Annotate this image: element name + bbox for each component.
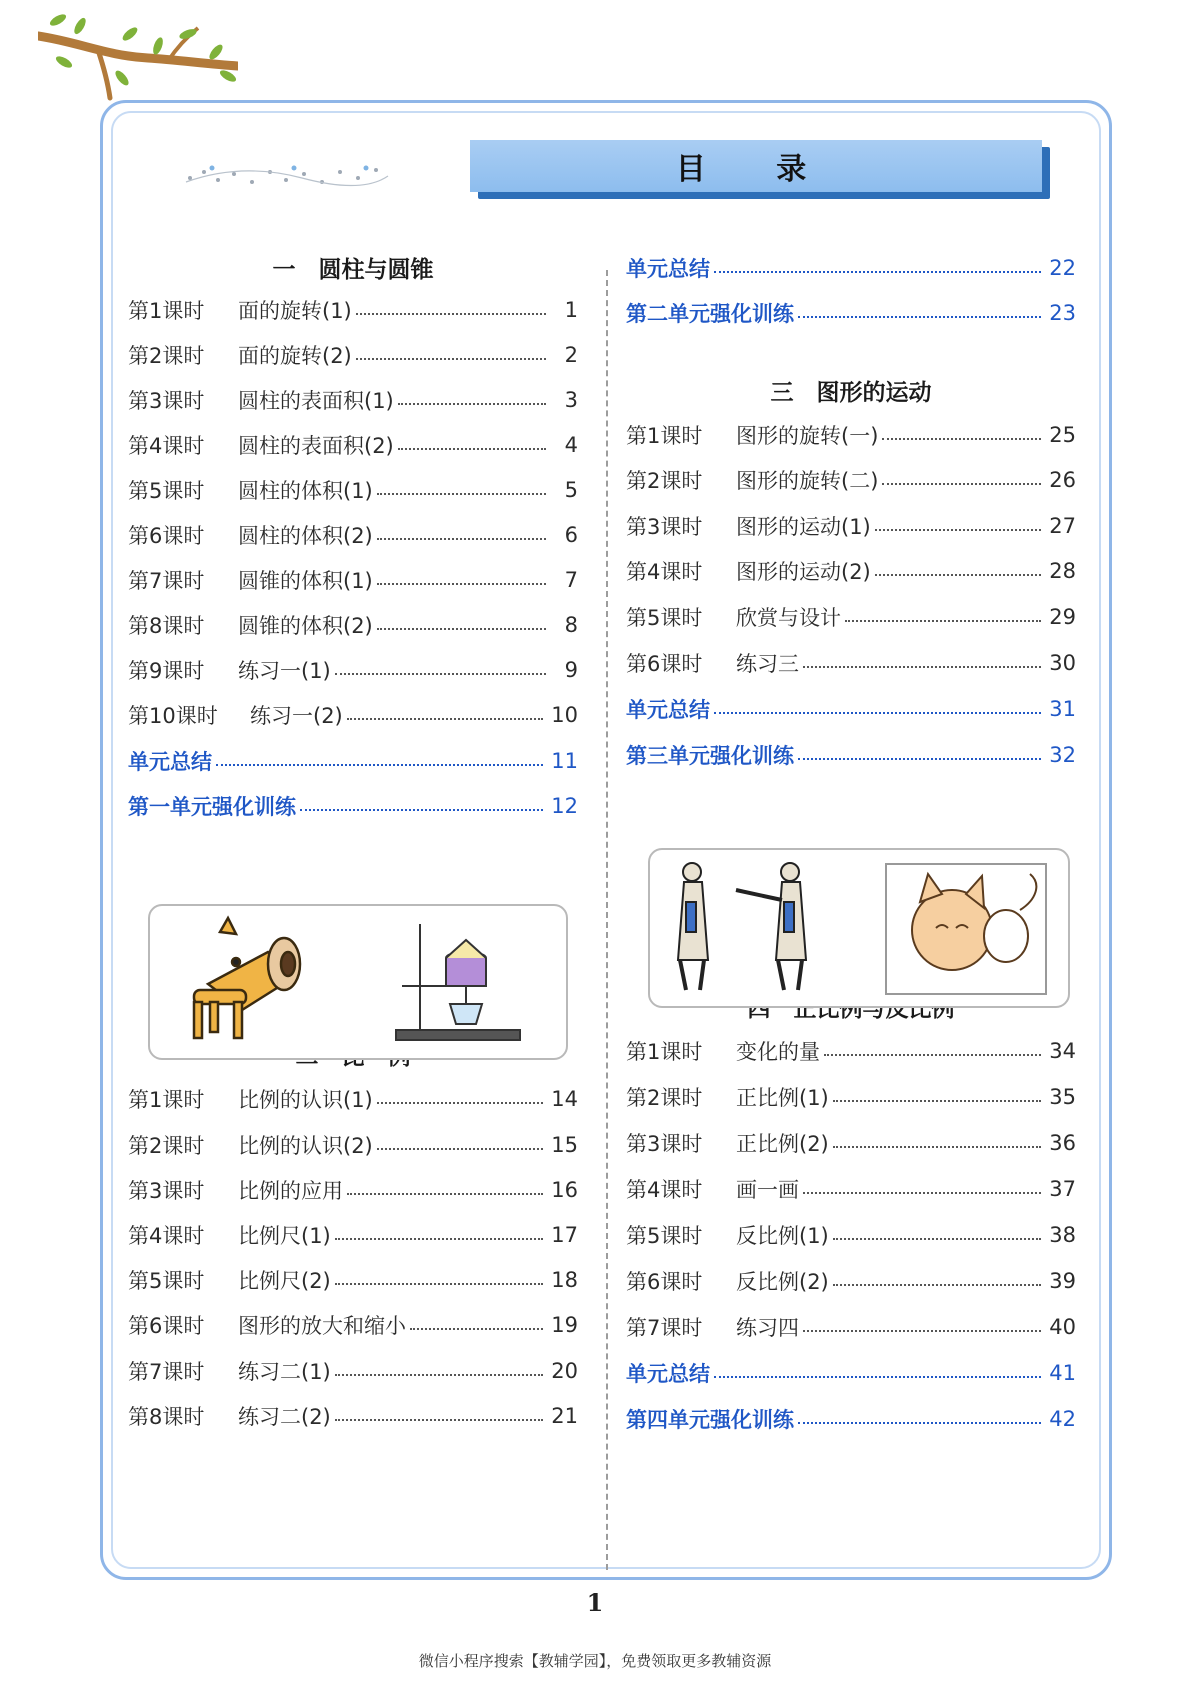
page-ref: 39	[1049, 1269, 1076, 1293]
page-ref: 16	[551, 1178, 578, 1202]
topic-label: 练习二(2)	[238, 1405, 331, 1429]
toc-entry[interactable]	[626, 1174, 1076, 1204]
topic-label: 图形的旋转(一)	[736, 424, 879, 448]
page-ref: 2	[564, 343, 578, 367]
topic-label: 单元总结	[626, 257, 710, 281]
page-ref: 35	[1049, 1085, 1076, 1109]
topic-label: 比例尺(2)	[238, 1269, 331, 1293]
toc-entry[interactable]	[626, 1266, 1076, 1296]
page-ref: 10	[551, 703, 578, 727]
toc-entry-training[interactable]	[128, 791, 578, 821]
lesson-label: 第6课时	[128, 524, 205, 548]
toc-entry[interactable]	[626, 1312, 1076, 1342]
lesson-label: 第3课时	[626, 515, 703, 539]
toc-entry[interactable]	[626, 602, 1076, 632]
topic-label: 反比例(1)	[736, 1224, 829, 1248]
toc-entry[interactable]	[128, 1310, 578, 1340]
page-ref: 32	[1049, 743, 1076, 767]
topic-label: 第三单元强化训练	[626, 744, 794, 768]
column-divider	[606, 270, 608, 1570]
lesson-label: 第6课时	[128, 1314, 205, 1338]
dot-leader	[356, 313, 546, 315]
toc-entry[interactable]	[626, 556, 1076, 586]
toc-entry[interactable]	[128, 1130, 578, 1160]
toc-entry[interactable]	[128, 610, 578, 640]
topic-label: 欣赏与设计	[736, 606, 841, 630]
toc-entry[interactable]	[626, 511, 1076, 541]
toc-entry[interactable]	[128, 385, 578, 415]
page-ref: 25	[1049, 423, 1076, 447]
lesson-label: 第3课时	[128, 1179, 205, 1203]
dot-leader	[300, 809, 543, 811]
lesson-label: 第1课时	[626, 424, 703, 448]
topic-label: 练习四	[736, 1316, 799, 1340]
lesson-label: 第4课时	[626, 1178, 703, 1202]
footer-note: 微信小程序搜索【教辅学园】，免费领取更多教辅资源	[418, 1652, 772, 1670]
dot-leader	[833, 1284, 1042, 1286]
page-ref: 34	[1049, 1039, 1076, 1063]
dot-leader	[216, 764, 543, 766]
shadow-puppet-and-cat-image	[650, 850, 1072, 1010]
topic-label: 第二单元强化训练	[626, 302, 794, 326]
dot-leader	[335, 1283, 544, 1285]
page-ref: 4	[564, 433, 578, 457]
page-ref: 42	[1049, 1407, 1076, 1431]
dot-leader	[335, 1238, 544, 1240]
lesson-label: 第5课时	[128, 479, 205, 503]
dot-leader	[377, 583, 546, 585]
topic-label: 画一画	[736, 1178, 799, 1202]
page-ref: 18	[551, 1268, 578, 1292]
lesson-label: 第1课时	[626, 1040, 703, 1064]
page-ref: 36	[1049, 1131, 1076, 1155]
illustration-shadow-puppets	[648, 848, 1070, 1008]
topic-label: 单元总结	[626, 1362, 710, 1386]
toc-entry[interactable]	[626, 465, 1076, 495]
lesson-label: 第7课时	[128, 569, 205, 593]
topic-label: 圆柱的表面积(2)	[238, 434, 394, 458]
topic-label: 第四单元强化训练	[626, 1408, 794, 1432]
toc-entry[interactable]	[128, 565, 578, 595]
topic-label: 圆柱的体积(1)	[238, 479, 373, 503]
dot-leader	[798, 316, 1041, 318]
lesson-label: 第2课时	[128, 1134, 205, 1158]
dot-leader	[377, 1102, 544, 1104]
page-ref: 30	[1049, 651, 1076, 675]
unit-heading: 三 图形的运动	[770, 380, 932, 406]
dot-leader	[882, 438, 1041, 440]
toc-entry-summary[interactable]	[626, 253, 1076, 283]
dot-leader	[875, 574, 1042, 576]
toc-entry[interactable]	[128, 475, 578, 505]
lesson-label: 第3课时	[128, 389, 205, 413]
toc-entry[interactable]	[128, 1265, 578, 1295]
page-ref: 41	[1049, 1361, 1076, 1385]
toc-entry[interactable]	[128, 1220, 578, 1250]
dot-leader	[833, 1238, 1042, 1240]
unit-heading: 一 圆柱与圆锥	[272, 257, 434, 283]
topic-label: 单元总结	[626, 698, 710, 722]
topic-label: 图形的放大和缩小	[238, 1314, 406, 1338]
lesson-label: 第1课时	[128, 1088, 205, 1112]
toc-entry[interactable]	[626, 420, 1076, 450]
topic-label: 图形的运动(2)	[736, 560, 871, 584]
page-ref: 23	[1049, 301, 1076, 325]
topic-label: 变化的量	[736, 1040, 820, 1064]
toc-entry-summary[interactable]	[626, 694, 1076, 724]
lesson-label: 第5课时	[128, 1269, 205, 1293]
topic-label: 圆柱的体积(2)	[238, 524, 373, 548]
dot-leader	[714, 271, 1041, 273]
dot-leader	[377, 493, 546, 495]
toc-entry[interactable]	[128, 1401, 578, 1431]
illustration-cylinder-cone	[148, 904, 568, 1060]
lesson-label: 第8课时	[128, 1405, 205, 1429]
dot-leader	[410, 1328, 543, 1330]
page-ref: 26	[1049, 468, 1076, 492]
lesson-label: 第10课时	[128, 704, 218, 728]
topic-label: 练习二(1)	[238, 1360, 331, 1384]
page-ref: 19	[551, 1313, 578, 1337]
dot-leader	[803, 1192, 1041, 1194]
toc-entry[interactable]	[128, 520, 578, 550]
toc-entry[interactable]	[626, 1128, 1076, 1158]
dot-leader	[798, 758, 1041, 760]
lesson-label: 第5课时	[626, 1224, 703, 1248]
dot-leader	[377, 538, 546, 540]
topic-label: 圆锥的体积(1)	[238, 569, 373, 593]
page-ref: 6	[564, 523, 578, 547]
lesson-label: 第7课时	[626, 1316, 703, 1340]
dot-leader	[845, 620, 1041, 622]
topic-label: 比例的认识(1)	[238, 1088, 373, 1112]
page-number: 1	[586, 1588, 604, 1617]
page-ref: 9	[564, 658, 578, 682]
lesson-label: 第4课时	[128, 434, 205, 458]
lesson-label: 第3课时	[626, 1132, 703, 1156]
toc-entry[interactable]	[128, 1084, 578, 1114]
toc-entry-training[interactable]	[626, 1404, 1076, 1434]
toc-entry-summary[interactable]	[626, 1358, 1076, 1388]
topic-label: 单元总结	[128, 750, 212, 774]
page-ref: 31	[1049, 697, 1076, 721]
dot-leader	[833, 1100, 1042, 1102]
topic-label: 正比例(1)	[736, 1086, 829, 1110]
topic-label: 圆柱的表面积(1)	[238, 389, 394, 413]
lesson-label: 第7课时	[128, 1360, 205, 1384]
dot-leader	[803, 1330, 1041, 1332]
dot-leader	[833, 1146, 1042, 1148]
lesson-label: 第2课时	[626, 469, 703, 493]
toc-entry[interactable]	[128, 1175, 578, 1205]
toc-entry[interactable]	[128, 1356, 578, 1386]
topic-label: 练习一(2)	[250, 704, 343, 728]
topic-label: 图形的运动(1)	[736, 515, 871, 539]
dot-leader	[335, 673, 546, 675]
page-ref: 11	[551, 749, 578, 773]
page-ref: 1	[564, 298, 578, 322]
toc-entry[interactable]	[626, 1036, 1076, 1066]
dot-leader	[882, 483, 1041, 485]
topic-label: 面的旋转(1)	[238, 299, 352, 323]
dot-leader	[714, 1376, 1041, 1378]
branch-illustration	[38, 6, 238, 102]
page-ref: 3	[564, 388, 578, 412]
toc-entry[interactable]	[128, 655, 578, 685]
dot-leader	[377, 628, 546, 630]
toc-entry-training[interactable]	[626, 298, 1076, 328]
topic-label: 比例的应用	[238, 1179, 343, 1203]
page-ref: 38	[1049, 1223, 1076, 1247]
lesson-label: 第4课时	[128, 1224, 205, 1248]
toc-entry-summary[interactable]	[128, 746, 578, 776]
toc-entry[interactable]	[626, 1220, 1076, 1250]
page-ref: 21	[551, 1404, 578, 1428]
dot-leader	[335, 1419, 544, 1421]
topic-label: 反比例(2)	[736, 1270, 829, 1294]
topic-label: 练习一(1)	[238, 659, 331, 683]
page-title: 目 录	[470, 140, 1042, 192]
page-ref: 14	[551, 1087, 578, 1111]
page-ref: 37	[1049, 1177, 1076, 1201]
dot-leader	[377, 1148, 544, 1150]
lesson-label: 第8课时	[128, 614, 205, 638]
dot-leader	[714, 712, 1041, 714]
topic-label: 圆锥的体积(2)	[238, 614, 373, 638]
page-ref: 20	[551, 1359, 578, 1383]
page-ref: 27	[1049, 514, 1076, 538]
topic-label: 正比例(2)	[736, 1132, 829, 1156]
dot-leader	[398, 448, 546, 450]
lesson-label: 第2课时	[626, 1086, 703, 1110]
toc-entry[interactable]	[626, 648, 1076, 678]
toc-entry[interactable]	[128, 340, 578, 370]
topic-label: 第一单元强化训练	[128, 795, 296, 819]
lesson-label: 第4课时	[626, 560, 703, 584]
dot-leader	[347, 1193, 543, 1195]
page-ref: 15	[551, 1133, 578, 1157]
toc-entry[interactable]	[128, 295, 578, 325]
page-ref: 40	[1049, 1315, 1076, 1339]
page-ref: 12	[551, 794, 578, 818]
lesson-label: 第1课时	[128, 299, 205, 323]
toc-entry[interactable]	[626, 1082, 1076, 1112]
dot-leader	[398, 403, 546, 405]
floral-doodle	[182, 160, 392, 194]
page-ref: 22	[1049, 256, 1076, 280]
topic-label: 图形的旋转(二)	[736, 469, 879, 493]
dot-leader	[347, 718, 544, 720]
topic-label: 练习三	[736, 652, 799, 676]
toc-entry[interactable]	[128, 700, 578, 730]
dot-leader	[803, 666, 1041, 668]
lesson-label: 第9课时	[128, 659, 205, 683]
lesson-label: 第2课时	[128, 344, 205, 368]
page-ref: 17	[551, 1223, 578, 1247]
toc-entry-training[interactable]	[626, 740, 1076, 770]
dot-leader	[356, 358, 546, 360]
dot-leader	[875, 529, 1042, 531]
lesson-label: 第5课时	[626, 606, 703, 630]
lesson-label: 第6课时	[626, 652, 703, 676]
lesson-label: 第6课时	[626, 1270, 703, 1294]
dot-leader	[335, 1374, 544, 1376]
dot-leader	[798, 1422, 1041, 1424]
dot-leader	[824, 1054, 1041, 1056]
page-ref: 8	[564, 613, 578, 637]
topic-label: 面的旋转(2)	[238, 344, 352, 368]
cylinder-dog-and-apparatus-image	[150, 906, 570, 1062]
page-ref: 29	[1049, 605, 1076, 629]
topic-label: 比例尺(1)	[238, 1224, 331, 1248]
page-ref: 28	[1049, 559, 1076, 583]
page-ref: 5	[564, 478, 578, 502]
topic-label: 比例的认识(2)	[238, 1134, 373, 1158]
page-ref: 7	[564, 568, 578, 592]
toc-entry[interactable]	[128, 430, 578, 460]
